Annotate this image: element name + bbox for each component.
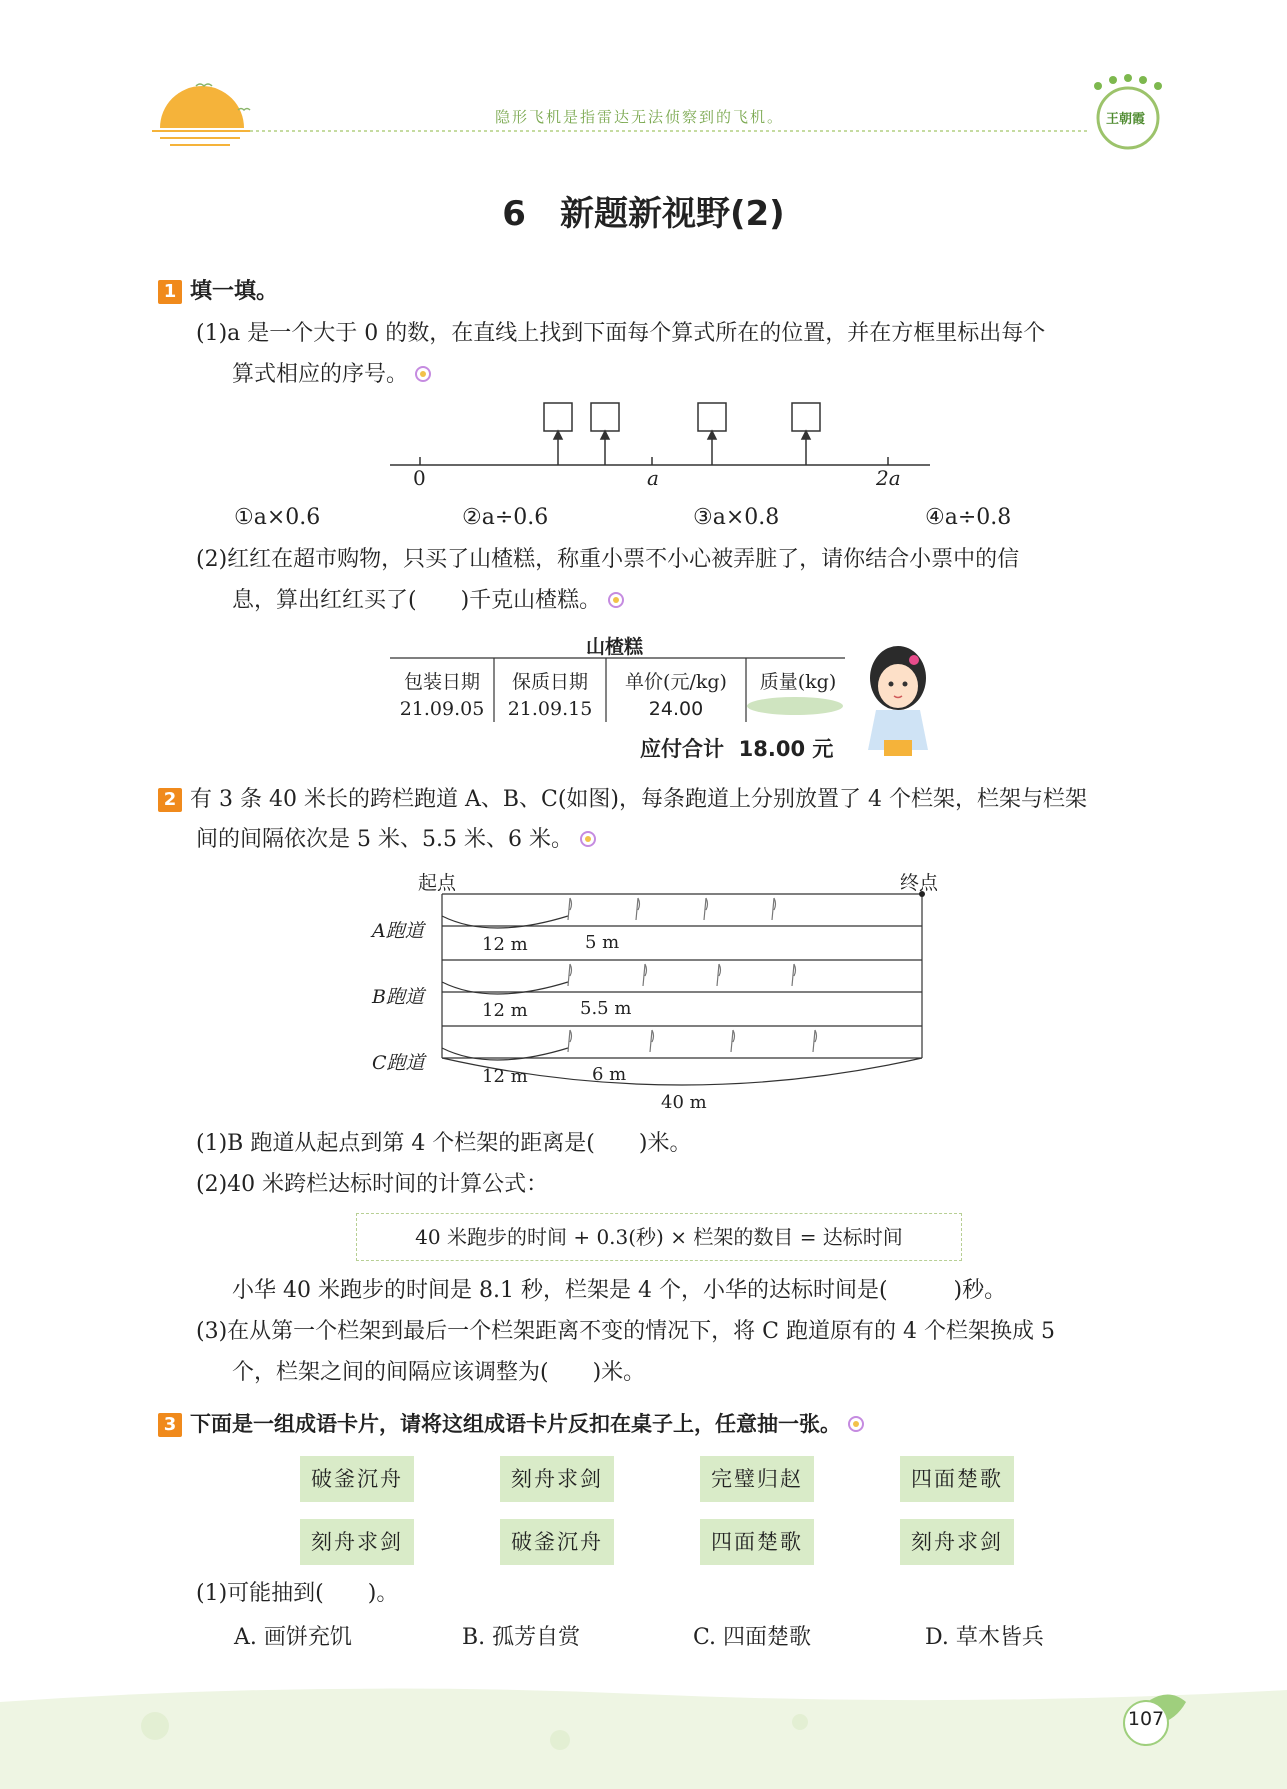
q2-sub1: (1)B 跑道从起点到第 4 个栏架的距离是( )米。 bbox=[196, 1131, 692, 1156]
idiom-card: 四面楚歌 bbox=[900, 1456, 1014, 1502]
hint-bulb-icon bbox=[607, 591, 625, 611]
footer-background bbox=[0, 1680, 1287, 1789]
ticket-total: 应付合计 18.00 元 bbox=[640, 737, 834, 761]
q1-number: 1 bbox=[158, 280, 182, 304]
number-line bbox=[380, 395, 940, 495]
lane-a-first: 12 m bbox=[482, 934, 528, 955]
lane-a-gap: 5 m bbox=[585, 932, 620, 953]
idiom-card: 完璧归赵 bbox=[700, 1456, 814, 1502]
q1-p1-line2: 算式相应的序号。 bbox=[232, 355, 432, 395]
numline-label-0: 0 bbox=[413, 466, 426, 490]
q1-p2-line2: 息，算出红红买了( )千克山楂糕。 bbox=[232, 581, 625, 621]
expr-option-4: ④a÷0.8 bbox=[925, 505, 1012, 530]
expr-option-1: ①a×0.6 bbox=[234, 505, 321, 530]
ticket-header-pack-date: 包装日期 bbox=[403, 671, 480, 693]
expr-option-3: ③a×0.8 bbox=[693, 505, 780, 530]
q2-sub2b: 小华 40 米跑步的时间是 8.1 秒，栏架是 4 个，小华的达标时间是( )秒。 bbox=[232, 1278, 1007, 1303]
lane-a-label: A跑道 bbox=[372, 920, 424, 942]
choice-d: D. 草木皆兵 bbox=[925, 1625, 1044, 1650]
idiom-card: 刻舟求剑 bbox=[300, 1519, 414, 1565]
numline-label-a: a bbox=[647, 466, 659, 490]
ticket-price: 24.00 bbox=[648, 698, 704, 720]
ticket-expiry: 21.09.15 bbox=[507, 698, 593, 720]
choice-b: B. 孤芳自赏 bbox=[462, 1625, 581, 1650]
ticket-stain bbox=[747, 697, 843, 715]
lane-b-gap: 5.5 m bbox=[580, 998, 632, 1019]
ticket-pack-date: 21.09.05 bbox=[399, 698, 485, 720]
q1-header bbox=[158, 274, 278, 305]
idiom-card: 破釜沉舟 bbox=[300, 1456, 414, 1502]
expr-option-2: ②a÷0.6 bbox=[462, 505, 549, 530]
q1-title: 填一填。 bbox=[190, 279, 279, 304]
page-number: 107 bbox=[1127, 1708, 1165, 1730]
choice-a: A. 画饼充饥 bbox=[234, 1625, 352, 1650]
q3-number: 3 bbox=[158, 1413, 182, 1437]
q2-number: 2 bbox=[158, 788, 182, 812]
q3-sub1: (1)可能抽到( )。 bbox=[196, 1581, 399, 1606]
logo-text: 王朝霞 bbox=[1106, 112, 1146, 127]
q1-p2-line1: (2)红红在超市购物，只买了山楂糕，称重小票不小心被弄脏了，请你结合小票中的信 bbox=[196, 547, 1020, 572]
answer-box bbox=[544, 403, 820, 431]
hurdle-icon bbox=[568, 898, 817, 1052]
idiom-card: 四面楚歌 bbox=[700, 1519, 814, 1565]
bird-icon bbox=[196, 84, 212, 86]
idiom-card: 刻舟求剑 bbox=[500, 1456, 614, 1502]
numline-label-2a: 2a bbox=[876, 466, 901, 490]
lane-b-first: 12 m bbox=[482, 1000, 528, 1021]
track-finish-label: 终点 bbox=[900, 872, 939, 894]
page-title: 6 新题新视野(2) bbox=[502, 194, 785, 234]
ticket-header-weight: 质量(kg) bbox=[759, 671, 837, 693]
header-slogan: 隐形飞机是指雷达无法侦察到的飞机。 bbox=[495, 108, 785, 126]
idiom-card: 刻舟求剑 bbox=[900, 1519, 1014, 1565]
q2-sub2: (2)40 米跨栏达标时间的计算公式： bbox=[196, 1172, 549, 1197]
header-decoration bbox=[0, 0, 1287, 170]
choice-c: C. 四面楚歌 bbox=[693, 1625, 812, 1650]
hint-bulb-icon bbox=[414, 365, 432, 385]
girl-illustration bbox=[858, 640, 938, 758]
q2-line1: 2 有 3 条 40 米长的跨栏跑道 A、B、C(如图)，每条跑道上分别放置了 4 个栏架，栏架与栏架 bbox=[158, 780, 1087, 820]
hint-bulb-icon bbox=[579, 830, 597, 850]
track-start-label: 起点 bbox=[418, 872, 457, 894]
arrow-icon bbox=[554, 431, 810, 465]
q2-sub3-line1: (3)在从第一个栏架到最后一个栏架距离不变的情况下，将 C 跑道原有的 4 个栏架换成 5 bbox=[196, 1319, 1055, 1344]
track-total: 40 m bbox=[658, 1092, 710, 1113]
formula-box: 40 米跑步的时间 + 0.3(秒) × 栏架的数目 = 达标时间 bbox=[356, 1213, 962, 1261]
idiom-card: 破釜沉舟 bbox=[500, 1519, 614, 1565]
hint-bulb-icon bbox=[847, 1415, 865, 1435]
lane-c-gap: 6 m bbox=[592, 1064, 627, 1085]
lane-c-label: C跑道 bbox=[372, 1052, 425, 1074]
ticket-title: 山楂糕 bbox=[586, 636, 644, 658]
q3-header: 3 下面是一组成语卡片，请将这组成语卡片反扣在桌子上，任意抽一张。 bbox=[158, 1408, 865, 1438]
ticket-header-price: 单价(元/kg) bbox=[625, 671, 727, 693]
q1-p1-line1: (1)a 是一个大于 0 的数，在直线上找到下面每个算式所在的位置，并在方框里标出每个 bbox=[196, 321, 1046, 346]
lane-c-first: 12 m bbox=[482, 1066, 528, 1087]
q2-line2: 间的间隔依次是 5 米、5.5 米、6 米。 bbox=[196, 820, 597, 860]
sun-icon bbox=[160, 86, 244, 128]
track-diagram bbox=[370, 862, 950, 1112]
q2-sub3-line2: 个，栏架之间的间隔应该调整为( )米。 bbox=[232, 1360, 646, 1385]
lane-b-label: B跑道 bbox=[372, 986, 424, 1008]
ticket-header-expiry: 保质日期 bbox=[511, 671, 588, 693]
